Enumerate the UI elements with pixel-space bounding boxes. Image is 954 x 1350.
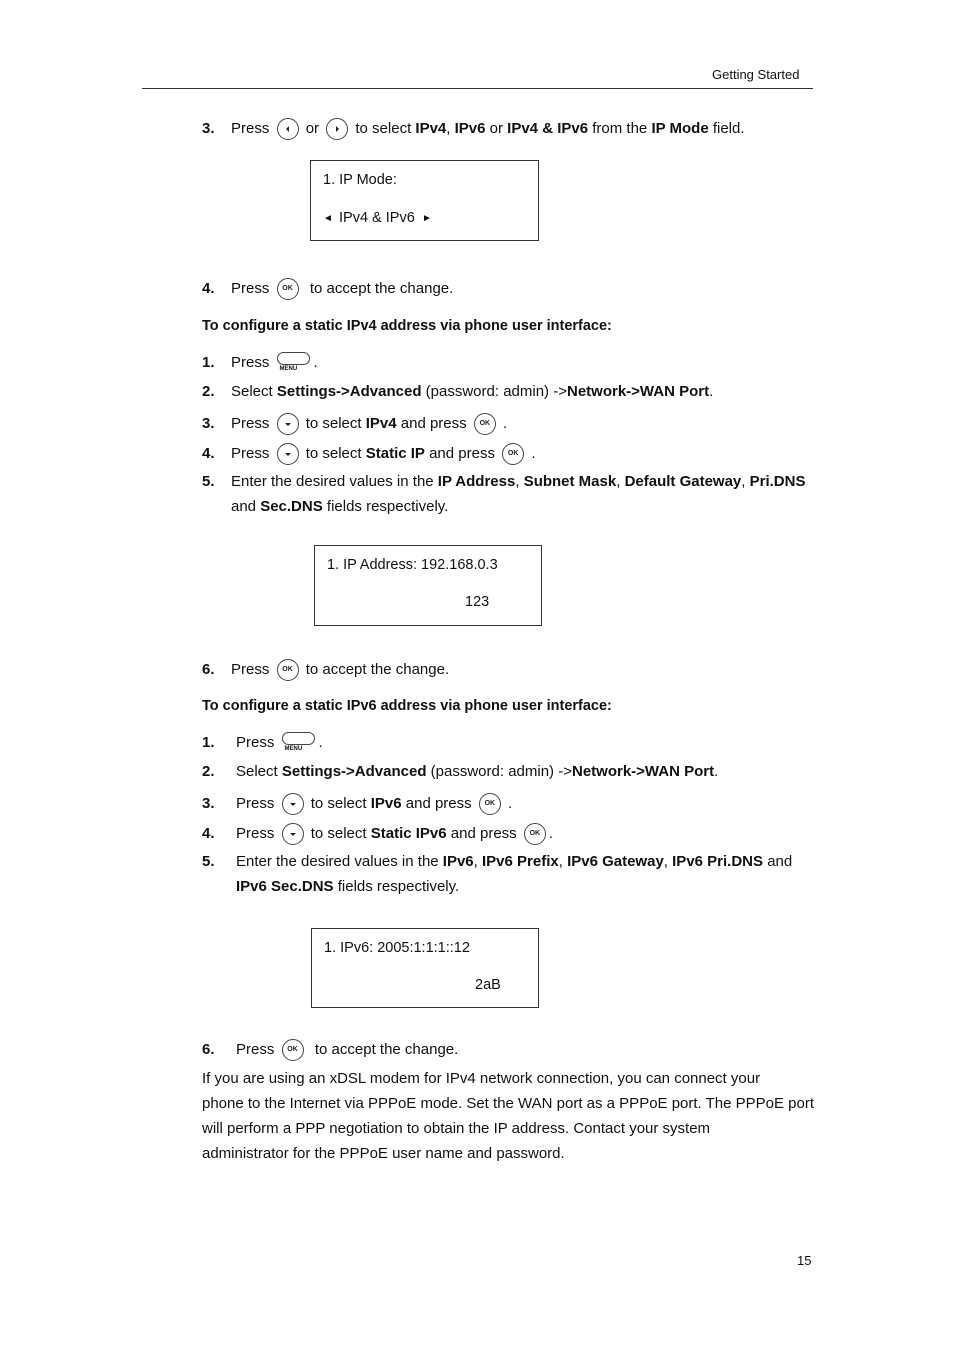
ipv4-step-6: 6. Press OK to accept the change. [202,659,449,681]
menu-key-icon: MENU [277,352,311,374]
step-ip-mode: 3. Press or to select IPv4, IPv6 or IPv4 & IPv6 from the IP Mode field. [202,118,745,140]
header-rule [142,88,813,89]
ok-key-icon: OK [277,659,299,681]
ok-key-icon: OK [282,1039,304,1061]
ipv4-step-5: 5. Enter the desired values in the IP Address, Subnet Mask, Default Gateway, Pri.DNS [202,473,806,490]
down-arrow-key-icon [282,823,304,845]
ipv4-step-3: 3. Press to select IPv4 and press OK . [202,413,507,435]
ipv6-step-1: 1. Press MENU . [202,733,323,752]
ipv4-step-2: 2. Select Settings->Advanced (password: admin) ->Network->WAN Port. [202,383,714,400]
page-number: 15 [797,1253,812,1268]
lcd-screen-ip-address: 1. IP Address: 192.168.0.3 123 [314,545,542,626]
ok-key-icon: OK [479,793,501,815]
ok-key-icon: OK [277,278,299,300]
ipv6-step-4: 4. Press to select Static IPv6 and press OK . [202,823,553,845]
ipv6-step-3: 3. Press to select IPv6 and press OK . [202,793,512,815]
ok-key-icon: OK [502,443,524,465]
ipv4-step-1: 1. Press MENU . [202,353,318,372]
ipv4-step-5-cont: and Sec.DNS fields respectively. [231,498,449,515]
down-arrow-key-icon [277,413,299,435]
ipv6-step-5: 5. Enter the desired values in the IPv6, IPv6 Prefix, IPv6 Gateway, IPv6 Pri.DNS and [202,853,793,870]
ipv4-heading: To configure a static IPv4 address via phone user interface: [202,318,612,334]
ipv6-step-2: 2. Select Settings->Advanced (password: admin) ->Network->WAN Port. [202,763,719,780]
ipv4-step-4: 4. Press to select Static IP and press OK . [202,443,535,465]
lcd-screen-ipv6: 1. IPv6: 2005:1:1:1::12 2aB [311,928,539,1008]
ipv6-step-6: 6. Press OK to accept the change. [202,1039,458,1061]
ok-key-icon: OK [474,413,496,435]
step-accept: 4. Press OK to accept the change. [202,278,453,300]
left-triangle-icon: ◄ [323,213,333,224]
left-arrow-key-icon [277,118,299,140]
down-arrow-key-icon [282,793,304,815]
ok-key-icon: OK [524,823,546,845]
lcd-screen-ip-mode: 1. IP Mode: ◄ IPv4 & IPv6 ► [310,160,539,241]
down-arrow-key-icon [277,443,299,465]
running-header: Getting Started [712,67,800,82]
right-triangle-icon: ► [422,213,432,224]
menu-key-icon: MENU [282,732,316,754]
pppoe-paragraph: If you are using an xDSL modem for IPv4 network connection, you can connect your phone to the Internet via PPPoE mode. Set the WAN port as a PPPoE port. The PPPoE port will perform a PPP negotiation to obtain the IP address. Contact your system administrator for the PPPoE user name and password. [202,1070,815,1162]
right-arrow-key-icon [326,118,348,140]
ipv6-step-5-cont: IPv6 Sec.DNS fields respectively. [236,878,460,895]
ipv6-heading: To configure a static IPv6 address via phone user interface: [202,698,612,714]
